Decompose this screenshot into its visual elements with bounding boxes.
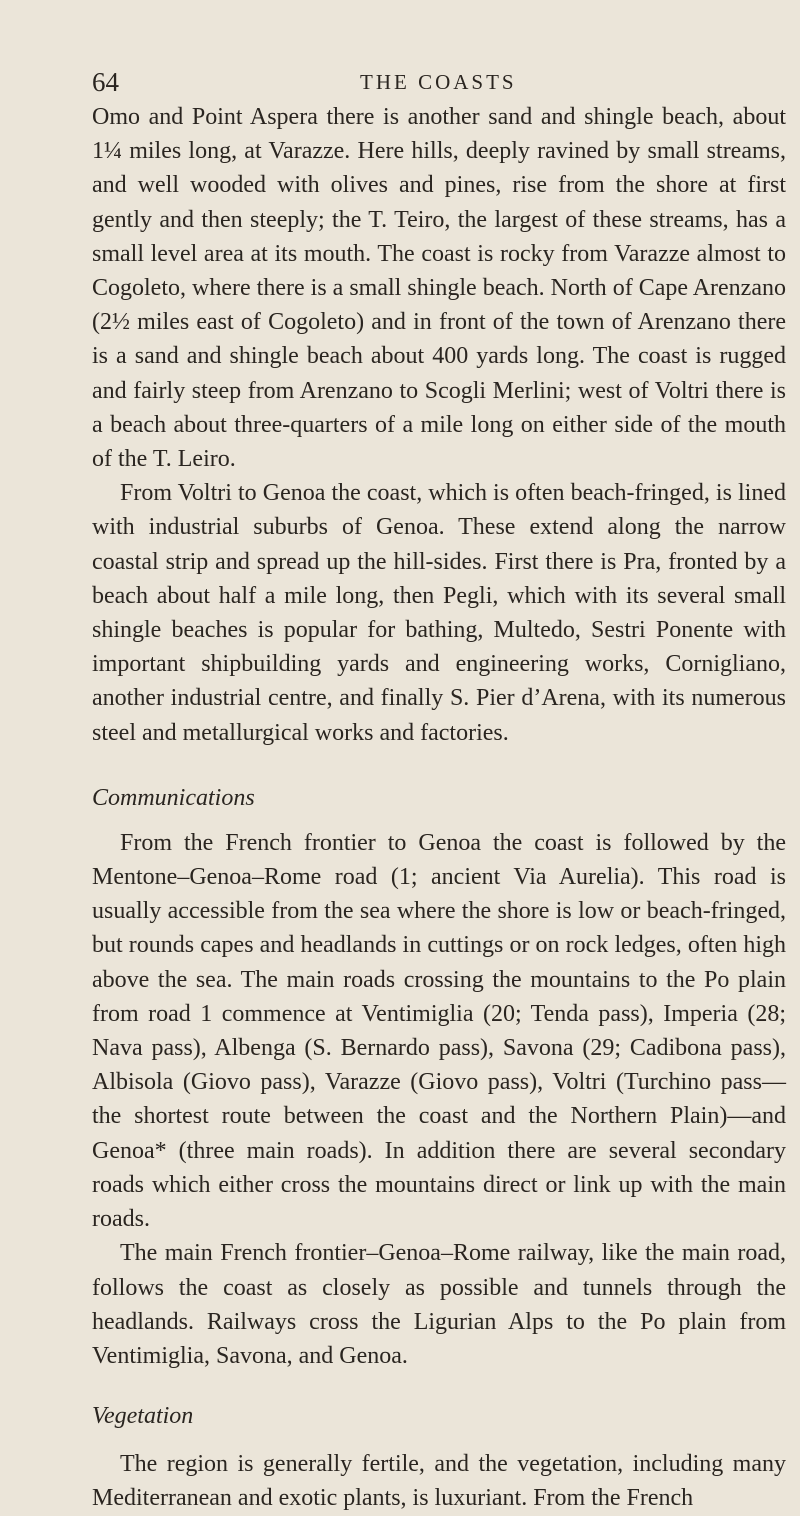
paragraph-railway: The main French frontier–Genoa–Rome railway, like the main road, follows the coast as closely as possible and tunnels through the headlands. Railways cross the Ligurian Alps to the Po plain from Ventimiglia, Savona, and Genoa. — [92, 1240, 786, 1369]
paragraph-arenzano-coast: Omo and Point Aspera there is another sand and shingle beach, about 1¼ miles long, at Varazze. Here hills, deeply ravined by small streams, and well wooded with olives and pines, rise from the shore at first gently and then steeply; the T. Teiro, the largest of these streams, has a small level area at its mouth. The coast is rocky from Varazze almost to Cogoleto, where there is a small shingle beach. North of Cape Arenzano (2½ miles east of Cogoleto) and in front of the town of Arenzano there is a sand and shingle beach about 400 yards long. The coast is rugged and fairly steep from Arenzano to Scogli Merlini; west of Voltri there is a beach about three-quarters of a mile long on either side of the mouth of the T. Leiro. — [92, 104, 786, 473]
section-heading-vegetation: Vegetation — [92, 1403, 194, 1430]
body-text — [92, 100, 786, 1516]
paragraph-voltri-genoa: From Voltri to Genoa the coast, which is often beach-fringed, is lined with industrial suburbs of Genoa. These extend along the narrow coastal strip and spread up the hill-sides. First there is Pra, fronted by a beach about half a mile long, then Pegli, which with its several small shingle beaches is popular for bathing, Multedo, Sestri Ponente with important shipbuilding yards and engineering works, Cornigliano, another industrial centre, and finally S. Pier d’Arena, with its numerous steel and metallurgical works and factories. — [92, 480, 786, 746]
page-header — [92, 62, 792, 102]
running-title: THE COASTS — [360, 70, 517, 94]
paragraph-roads: From the French frontier to Genoa the coast is followed by the Mentone–Genoa–Rome road (1; ancient Via Aurelia). This road is usually accessible from the sea where the shore is low or beach-fringed, but rounds capes and headlands in cuttings or on rock ledges, often high above the sea. The main roads crossing the mountains to the Po plain from road 1 commence at Ventimiglia (20; Tenda pass), Imperia (28; Nava pass), Albenga (S. Bernardo pass), Savona (29; Cadibona pass), Albisola (Giovo pass), Varazze (Giovo pass), Voltri (Turchino pass—the shortest route between the coast and the Northern Plain)—and Genoa* (three main roads). In addition there are several secondary roads which either cross the mountains direct or link up with the main roads. — [92, 829, 786, 1233]
page-number: 64 — [92, 67, 119, 97]
paragraph-vegetation: The region is generally fertile, and the vegetation, including many Mediterranean and exotic plants, is luxuriant. From the French — [92, 1451, 786, 1512]
section-heading-communications: Communications — [92, 784, 255, 811]
